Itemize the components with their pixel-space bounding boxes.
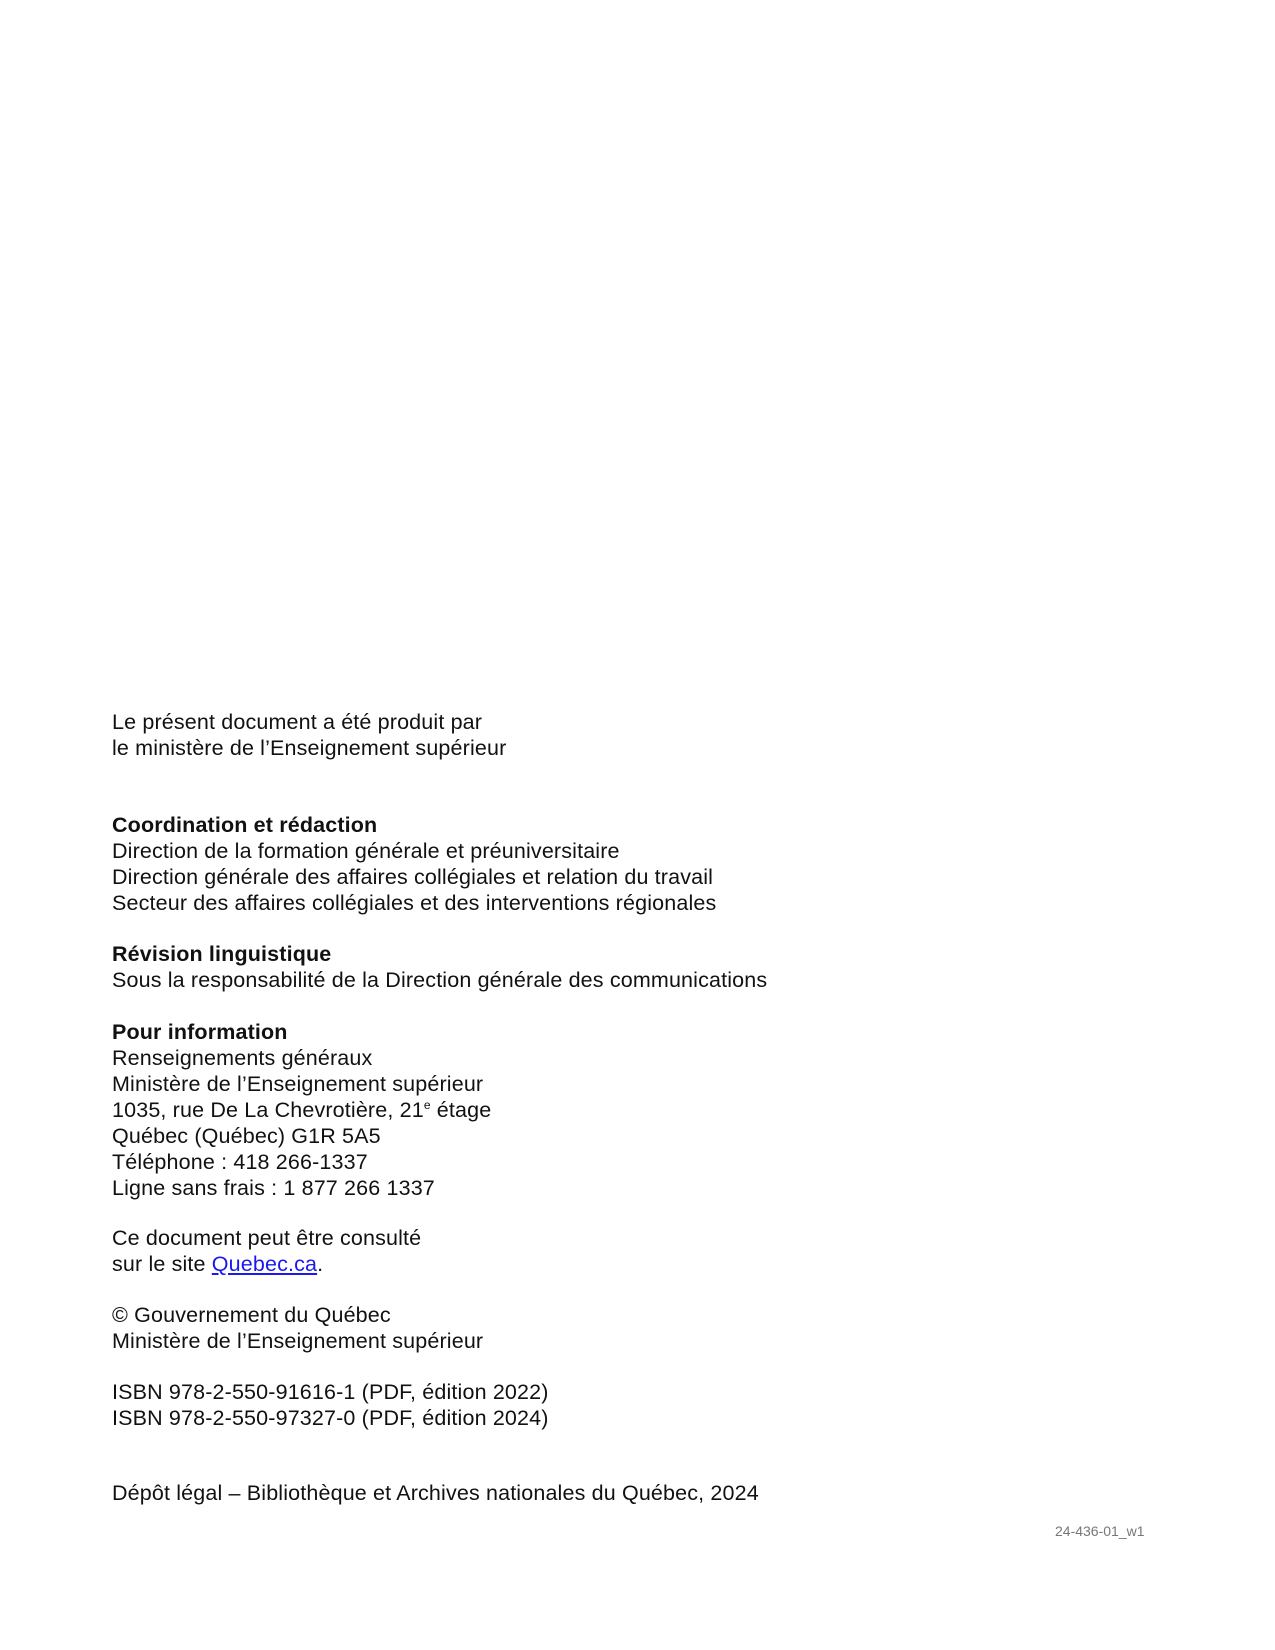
- revision-block: [112, 941, 767, 993]
- address-street: 1035, rue De La Chevrotière, 21: [112, 1098, 424, 1122]
- information-block: [112, 1019, 491, 1201]
- copyright-line-1: © Gouvernement du Québec: [112, 1303, 391, 1327]
- information-tollfree: Ligne sans frais : 1 877 266 1337: [112, 1176, 435, 1200]
- information-city: Québec (Québec) G1R 5A5: [112, 1124, 381, 1148]
- information-ministry: Ministère de l’Enseignement supérieur: [112, 1072, 484, 1096]
- producer-line-1: Le présent document a été produit par: [112, 710, 483, 734]
- legal-deposit-text: Dépôt légal – Bibliothèque et Archives nationales du Québec, 2024: [112, 1481, 759, 1505]
- coordination-heading: Coordination et rédaction: [112, 813, 378, 837]
- coordination-line: Secteur des affaires collégiales et des interventions régionales: [112, 891, 717, 915]
- consult-prefix: sur le site: [112, 1252, 212, 1276]
- address-floor-superscript: e: [423, 1098, 431, 1112]
- coordination-block: [112, 812, 716, 916]
- coordination-line: Direction générale des affaires collégiales et relation du travail: [112, 865, 714, 889]
- coordination-line: Direction de la formation générale et préuniversitaire: [112, 839, 620, 863]
- revision-heading: Révision linguistique: [112, 942, 332, 966]
- consult-line-1: Ce document peut être consulté: [112, 1226, 422, 1250]
- address-floor: étage: [430, 1098, 492, 1122]
- legal-deposit: [112, 1480, 759, 1506]
- isbn-block: [112, 1379, 549, 1431]
- producer-line-2: le ministère de l’Enseignement supérieur: [112, 736, 507, 760]
- information-heading: Pour information: [112, 1020, 288, 1044]
- revision-line: Sous la responsabilité de la Direction générale des communications: [112, 968, 768, 992]
- consult-line-2: [112, 1251, 421, 1277]
- consult-block: [112, 1225, 421, 1277]
- isbn-line-2024: ISBN 978-2-550-97327-0 (PDF, édition 2024): [112, 1406, 549, 1430]
- consult-suffix: .: [317, 1252, 324, 1276]
- information-general: Renseignements généraux: [112, 1046, 373, 1070]
- copyright-block: [112, 1302, 483, 1354]
- document-reference-code: 24-436-01_w1: [1055, 1523, 1145, 1539]
- copyright-line-2: Ministère de l’Enseignement supérieur: [112, 1329, 484, 1353]
- information-phone: Téléphone : 418 266-1337: [112, 1150, 368, 1174]
- information-address: [112, 1097, 491, 1123]
- producer-block: [112, 709, 506, 761]
- quebec-ca-link[interactable]: Quebec.ca: [211, 1252, 318, 1276]
- isbn-line-2022: ISBN 978-2-550-91616-1 (PDF, édition 2022): [112, 1380, 549, 1404]
